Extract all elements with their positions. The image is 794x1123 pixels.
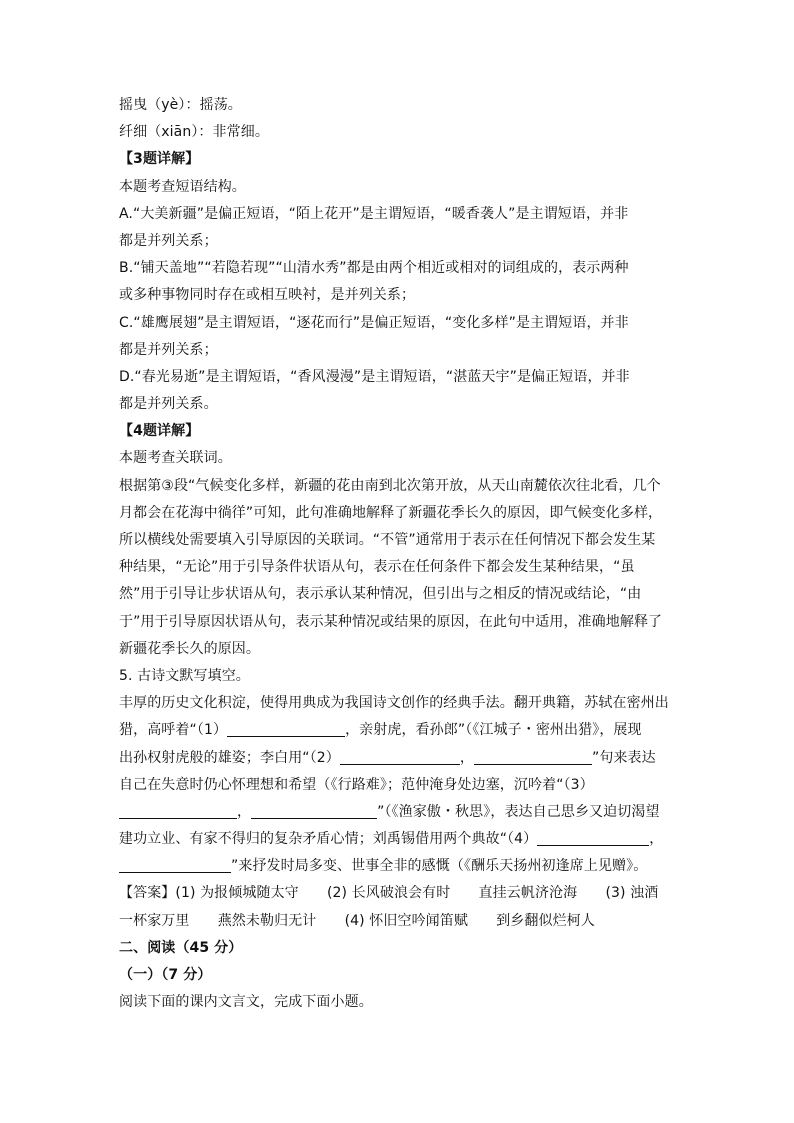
text-fragment: ”句来表达 (591, 749, 656, 766)
text-line (119, 717, 694, 744)
text-fragment: ，亲射虎，看孙郎”（《江城子・密州出猎》，展现 (345, 722, 642, 739)
text-line: 种结果，“无论”用于引导条件状语从句，表示在任何条件下都会发生某种结果，“虽 (119, 559, 635, 576)
section-heading: 二、阅读（45 分） (119, 939, 243, 956)
fill-blank (537, 829, 649, 846)
text-line: 丰厚的历史文化积淀，使得用典成为我国诗文创作的经典手法。翻开典籍，苏轼在密州出 (119, 695, 669, 712)
text-line: 纤细（xiān）：非常细。 (119, 124, 269, 141)
text-line: 或多种事物同时存在或相互映衬，是并列关系； (119, 287, 416, 304)
text-line: 都是并列关系； (119, 232, 218, 249)
subsection-heading: （一）（7 分） (119, 967, 212, 983)
text-line: D.“春光易逝”是主谓短语，“香风漫漫”是主谓短语，“湛蓝天宇”是偏正短语，并非 (119, 368, 630, 385)
question-title: 5. 古诗文默写填空。 (119, 667, 250, 684)
text-line: 新疆花季长久的原因。 (119, 640, 260, 657)
text-line: 阅读下面的课内文言文，完成下面小题。 (119, 994, 373, 1011)
text-line (119, 745, 694, 772)
text-line: 摇曳（yè）：摇荡。 (119, 97, 242, 113)
text-fragment: 猎，高呼着“（1） (119, 722, 228, 739)
text-fragment: ”（《渔家傲・秋思》，表达自己思乡又迫切渴望 (377, 803, 660, 820)
text-line (119, 799, 694, 826)
fill-blank (227, 720, 345, 737)
text-line: 然”用于引导让步状语从句，表示承认某种情况，但引出与之相反的情况或结论，“由 (119, 586, 642, 603)
section-heading: 【4题详解】 (119, 423, 200, 440)
fill-blank (251, 802, 377, 819)
text-line: 所以横线处需要填入引导原因的关联词。“不管”通常用于表示在任何情况下都会发生某 (119, 532, 656, 548)
text-fragment: 建功立业、有家不得归的复杂矛盾心情；刘禹锡借用两个典故“（4） (119, 831, 538, 848)
text-line (119, 853, 694, 880)
text-fragment: ， (459, 749, 474, 766)
text-line: 都是并列关系； (119, 341, 218, 358)
answer-line: 一杯家万里 燕然未勒归无计 (4) 怀旧空吟闻笛赋 到乡翻似烂柯人 (119, 912, 595, 929)
answer-line: 【答案】(1) 为报倾城随太守 (2) 长风破浪会有时 直挂云帆济沧海 (3) 浊酒 (119, 885, 659, 902)
text-line: 于”用于引导原因状语从句，表示某种情况或结果的原因，在此句中适用，准确地解释了 (119, 613, 663, 630)
fill-blank (474, 748, 592, 765)
text-fragment: ， (237, 803, 252, 820)
text-line: B.“铺天盖地”“若隐若现”“山清水秀”都是由两个相近或相对的词组成的，表示两种 (119, 260, 629, 277)
text-line: A.“大美新疆”是偏正短语，“陌上花开”是主谓短语，“暖香袭人”是主谓短语，并非 (119, 205, 629, 222)
text-fragment: ”来抒发时局多变、世事全非的感慨（《酬乐天扬州初逢席上见赠》。 (231, 858, 648, 875)
text-line: C.“雄鹰展翅”是主谓短语，“逐花而行”是偏正短语，“变化多样”是主谓短语，并非 (119, 314, 629, 331)
text-line: 月都会在花海中徜徉”可知，此句准确地解释了新疆花季长久的原因，即气候变化多样， (119, 504, 663, 521)
text-line: 自己在失意时仍心怀理想和希望（《行路难》；范仲淹身处边塞，沉吟着“（3） (119, 776, 594, 793)
text-line: 本题考查短语结构。 (119, 178, 246, 195)
text-fragment: ， (649, 831, 664, 848)
fill-blank (119, 802, 237, 819)
text-line: 本题考查关联词。 (119, 450, 232, 467)
text-line (119, 826, 694, 853)
section-heading: 【3题详解】 (119, 151, 200, 168)
text-fragment: 出孙权射虎般的雄姿；李白用“（2） (119, 749, 340, 766)
fill-blank (119, 856, 231, 873)
text-line: 根据第③段“气候变化多样，新疆的花由南到北次第开放，从天山南麓依次往北看，几个 (119, 477, 661, 494)
text-line: 都是并列关系。 (119, 396, 218, 413)
fill-blank (340, 748, 460, 765)
